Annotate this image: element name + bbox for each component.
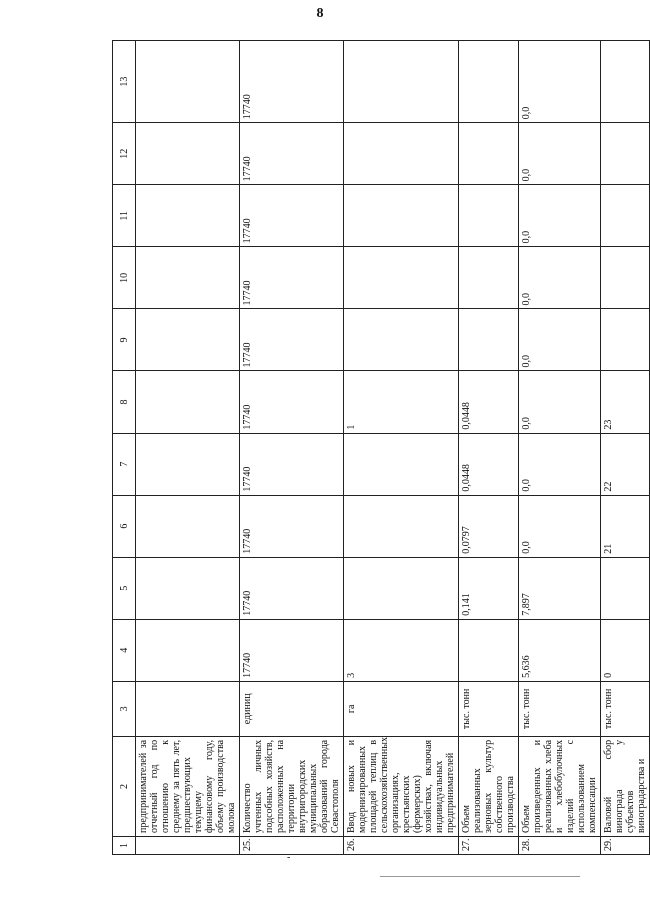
- row-value: 0,0: [519, 495, 601, 557]
- row-value: 17740: [240, 495, 344, 557]
- column-header: 5: [113, 557, 136, 619]
- row-value: 17740: [240, 309, 344, 371]
- row-indicator-name: Ввод новых и модернизированных площадей теплиц в сельскохозяйственных организациях, крестьянских (фермерских) хозяйствах, включая индивидуальных предпринимателей: [344, 736, 459, 836]
- row-value: [459, 309, 519, 371]
- column-header: 13: [113, 41, 136, 123]
- row-unit: [136, 681, 240, 736]
- row-value: 0,0: [519, 433, 601, 495]
- row-value: [459, 123, 519, 185]
- row-value: [601, 123, 650, 185]
- row-value: [136, 619, 240, 681]
- row-indicator-name: Объем реализованных зерновых культур собственного производства: [459, 736, 519, 836]
- row-value: [601, 185, 650, 247]
- row-value: 0,0: [519, 185, 601, 247]
- row-indicator-name: Количество учтенных личных подсобных хозяйств, расположенных на территории внутригородских муниципальных образований города Севастополя: [240, 736, 344, 836]
- row-value: [136, 433, 240, 495]
- row-value: [136, 495, 240, 557]
- row-indicator-name: Объем произведенных и реализованных хлеба и хлебобулочных изделий с использованием компенсации: [519, 736, 601, 836]
- column-header: 10: [113, 247, 136, 309]
- row-value: 0,0: [519, 123, 601, 185]
- page-number: 8: [316, 6, 324, 21]
- row-value: [136, 123, 240, 185]
- row-value: 0,141: [459, 557, 519, 619]
- row-value: 21: [601, 495, 650, 557]
- row-number: 28.: [519, 836, 601, 854]
- row-value: 22: [601, 433, 650, 495]
- row-value: [459, 619, 519, 681]
- row-value: [601, 247, 650, 309]
- data-table: [112, 40, 650, 855]
- column-header: 8: [113, 371, 136, 433]
- row-value: 0,0448: [459, 371, 519, 433]
- row-value: [459, 185, 519, 247]
- row-value: 0,0: [519, 309, 601, 371]
- row-unit: единиц: [240, 681, 344, 736]
- row-indicator-name: Валовой сбор винограда у субъектов виноградарства и: [601, 736, 650, 836]
- row-value: [344, 41, 459, 123]
- row-indicator-name: предпринимателей за отчетный год по отношению к среднему за пять лет, предшествующих текущему финансовому году, объему производства молока: [136, 736, 240, 836]
- table-row: [136, 41, 240, 855]
- row-value: [136, 41, 240, 123]
- table-row: [344, 41, 459, 855]
- row-value: 0,0: [519, 247, 601, 309]
- row-value: 0,0: [519, 371, 601, 433]
- row-value: [136, 309, 240, 371]
- row-value: [601, 557, 650, 619]
- row-value: 1: [344, 371, 459, 433]
- row-value: [459, 41, 519, 123]
- row-unit: тыс. тонн: [459, 681, 519, 736]
- table-row: [519, 41, 601, 855]
- table-row: [601, 41, 650, 855]
- row-value: [344, 123, 459, 185]
- row-number: [136, 836, 240, 854]
- row-value: [136, 185, 240, 247]
- row-unit: га: [344, 681, 459, 736]
- column-header: 4: [113, 619, 136, 681]
- row-value: 17740: [240, 185, 344, 247]
- column-header: 9: [113, 309, 136, 371]
- row-value: 17740: [240, 247, 344, 309]
- row-value: 17740: [240, 371, 344, 433]
- row-value: [136, 557, 240, 619]
- column-header: 3: [113, 681, 136, 736]
- row-value: [136, 247, 240, 309]
- row-value: 17740: [240, 41, 344, 123]
- column-header: 2: [113, 736, 136, 836]
- column-header: 7: [113, 433, 136, 495]
- row-value: [601, 41, 650, 123]
- row-value: 23: [601, 371, 650, 433]
- row-value: 17740: [240, 123, 344, 185]
- row-value: [136, 371, 240, 433]
- row-value: 5,636: [519, 619, 601, 681]
- table-container: [112, 40, 647, 855]
- table-row: [459, 41, 519, 855]
- side-dash: -: [287, 852, 291, 863]
- table-row: [240, 41, 344, 855]
- row-value: 17740: [240, 619, 344, 681]
- row-value: [344, 309, 459, 371]
- row-value: 0,0448: [459, 433, 519, 495]
- column-header: 6: [113, 495, 136, 557]
- row-unit: тыс. тонн: [519, 681, 601, 736]
- row-value: 7,897: [519, 557, 601, 619]
- footer-line: [380, 876, 580, 877]
- row-value: 0,0: [519, 41, 601, 123]
- row-value: [601, 309, 650, 371]
- row-number: 25.: [240, 836, 344, 854]
- row-value: 0,0797: [459, 495, 519, 557]
- row-unit: тыс. тонн: [601, 681, 650, 736]
- row-value: [344, 247, 459, 309]
- column-header: 12: [113, 123, 136, 185]
- column-header: 1: [113, 836, 136, 854]
- row-value: [344, 557, 459, 619]
- row-number: 29.: [601, 836, 650, 854]
- row-number: 26.: [344, 836, 459, 854]
- column-header: 11: [113, 185, 136, 247]
- header-row: [113, 41, 136, 855]
- row-value: 17740: [240, 433, 344, 495]
- row-value: [344, 185, 459, 247]
- row-value: 3: [344, 619, 459, 681]
- row-value: 0: [601, 619, 650, 681]
- row-value: [459, 247, 519, 309]
- row-value: [344, 433, 459, 495]
- row-number: 27.: [459, 836, 519, 854]
- row-value: [344, 495, 459, 557]
- row-value: 17740: [240, 557, 344, 619]
